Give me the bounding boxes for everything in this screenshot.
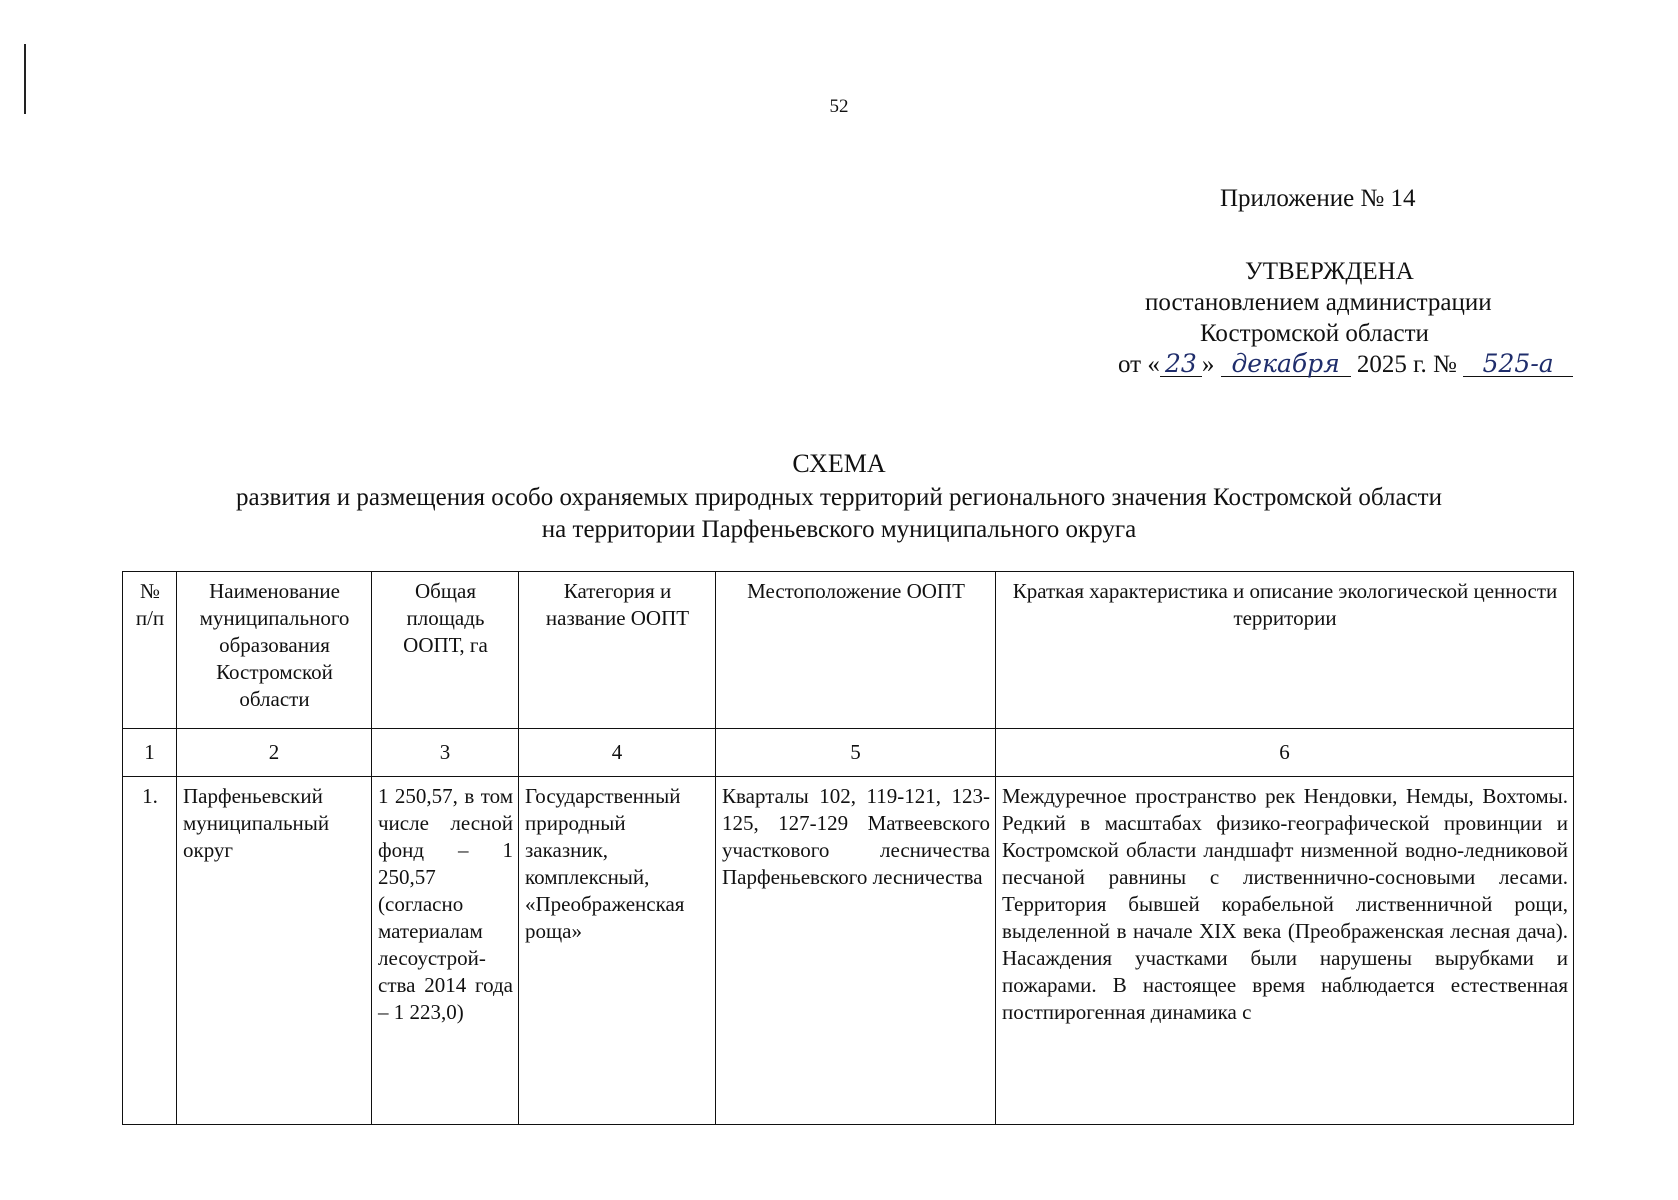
- column-number: 2: [177, 729, 372, 777]
- table-header-row: [123, 572, 1574, 729]
- column-number: 1: [123, 729, 177, 777]
- column-number: 5: [716, 729, 996, 777]
- approved-title: УТВЕРЖДЕНА: [1245, 258, 1414, 285]
- row-category: Государственный природный заказник, комплексный, «Преображенская роща»: [519, 777, 716, 1125]
- row-municipality: Парфеньевский муниципальный округ: [177, 777, 372, 1125]
- column-number: 3: [372, 729, 519, 777]
- header-num: № п/п: [123, 572, 177, 729]
- document-subtitle: [0, 482, 1678, 546]
- approved-region-line: Костромской области: [1200, 320, 1429, 347]
- column-number: 4: [519, 729, 716, 777]
- document-title: СХЕМА: [792, 449, 886, 478]
- date-mid: »: [1201, 351, 1215, 378]
- handwritten-day: 23: [1160, 352, 1202, 377]
- approved-by-line: постановлением администрации: [1145, 289, 1492, 316]
- row-number: 1.: [123, 777, 177, 1125]
- subtitle-line-2: на территории Парфеньевского муниципального округа: [541, 516, 1137, 543]
- row-location: Кварталы 102, 119-121, 123-125, 127-129 Матвеевского участкового лесничества Парфеньевского лесничества: [716, 777, 996, 1125]
- header-location: Местоположение ООПТ: [716, 572, 996, 729]
- page-number: 52: [829, 96, 849, 117]
- row-area: 1 250,57, в том числе лесной фонд – 1 250,57 (согласно материалам лесоустрой-ства 2014 года – 1 223,0): [372, 777, 519, 1125]
- header-description: Краткая характеристика и описание экологической ценности территории: [996, 572, 1574, 729]
- row-description: Междуречное пространство рек Нендовки, Немды, Вохтомы. Редкий в масштабах физико-географической провинции и Костромской области ландшафт низменной водно-ледниковой песчаной равнины с лиственнично-сосновыми лесами. Территория бывшей корабельной лиственничной рощи, выделенной в начале XIX века (Преображенская лесная дача). Насаждения участками были нарушены вырубками и пожарами. В настоящее время наблюдается естественная постпирогенная динамика с: [996, 777, 1574, 1125]
- date-prefix: от «: [1118, 351, 1160, 378]
- oopt-schema-table: [122, 571, 1574, 1125]
- approval-date-line: [1118, 349, 1573, 381]
- table-column-numbers-row: [123, 729, 1574, 777]
- year-text: 2025 г. №: [1356, 351, 1457, 378]
- header-category: Категория и название ООПТ: [519, 572, 716, 729]
- column-number: 6: [996, 729, 1574, 777]
- header-area: Общая площадь ООПТ, га: [372, 572, 519, 729]
- appendix-label: Приложение № 14: [1220, 185, 1416, 212]
- handwritten-month: декабря: [1221, 352, 1351, 377]
- table-row: [123, 777, 1574, 1125]
- header-municipality: Наименование муниципального образования Костромской области: [177, 572, 372, 729]
- subtitle-line-1: развития и размещения особо охраняемых природных территорий регионального значения Костромской области: [236, 484, 1442, 511]
- handwritten-number: 525-а: [1463, 352, 1573, 377]
